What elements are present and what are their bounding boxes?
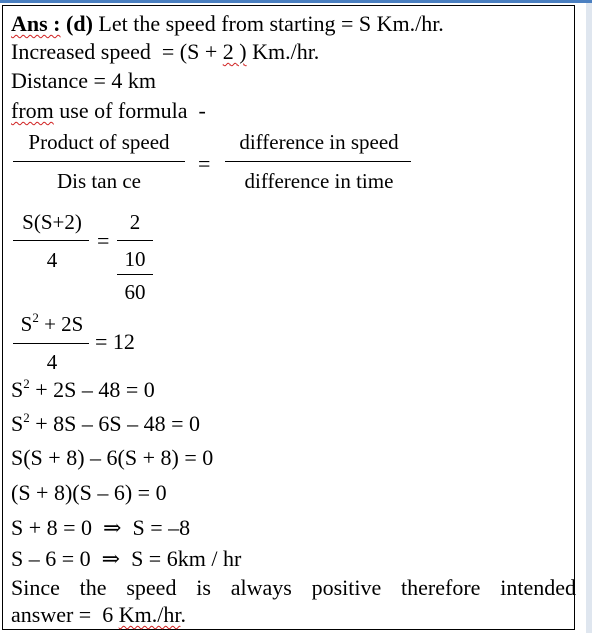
- increased-speed-unit: Km./hr.: [246, 39, 320, 64]
- step2-numerator: $S^2 + 2S$: [20, 310, 84, 336]
- step1-rhs-fraction: [115, 210, 155, 306]
- final-answer-unit: Km./hr: [118, 602, 181, 627]
- formula-lhs-fraction: [9, 130, 189, 200]
- formula-lhs-numerator: Product of speed: [28, 130, 170, 154]
- fraction-bar: [225, 161, 411, 162]
- step2-lhs-fraction: [9, 312, 95, 376]
- fraction-bar: [13, 240, 89, 241]
- step1-rhs-inner-numerator: 10: [124, 247, 146, 271]
- final-answer-line: answer = 6 Km./hr.: [11, 602, 186, 627]
- answer-text-box: [2, 5, 575, 630]
- answer-prefix: Ans :: [11, 11, 61, 36]
- step1-equals: =: [97, 228, 110, 253]
- answer-option: (d): [66, 11, 93, 36]
- step1-denominator: 4: [46, 248, 58, 272]
- step5-equation: S(S + 8) – 6(S + 8) = 0: [11, 445, 214, 470]
- formula-lhs-denominator: Dis tan ce: [57, 169, 141, 193]
- fraction-bar: [13, 343, 89, 344]
- increased-speed-line: [11, 40, 319, 64]
- step1-numerator: S(S+2): [22, 210, 82, 234]
- formula-intro-text: use of formula -: [53, 98, 206, 123]
- step1-rhs-inner-denominator: 60: [124, 280, 146, 304]
- conclusion-line: Since the speed is always positive therefore intended: [11, 575, 576, 600]
- answer-statement: Let the speed from starting = S Km./hr.: [92, 11, 444, 36]
- distance-line: Distance = 4 km: [11, 68, 156, 93]
- step6-equation: (S + 8)(S – 6) = 0: [11, 480, 167, 505]
- window-top-accent: [0, 0, 592, 3]
- fraction-bar: [117, 240, 153, 241]
- formula-rhs-numerator: difference in speed: [239, 130, 399, 154]
- step2-rhs: = 12: [95, 329, 135, 354]
- step1-rhs-numerator: 2: [129, 210, 141, 234]
- step7-equation: S + 8 = 0 ⇒ S = –8: [11, 515, 191, 540]
- step8-equation: S – 6 = 0 ⇒ S = 6km / hr: [11, 546, 242, 571]
- step2-denominator: 4: [46, 350, 58, 374]
- formula-intro-from: from: [11, 98, 54, 123]
- answer-line: [11, 12, 444, 36]
- final-answer-text: answer = 6: [11, 602, 119, 627]
- window-right-edge: [586, 3, 592, 633]
- increased-speed-value: 2 ): [222, 39, 247, 64]
- step4-equation: $S^2 + 8S - 6S - 48 = 0$: [11, 410, 201, 436]
- fraction-bar: [13, 161, 185, 162]
- step1-lhs-fraction: [9, 210, 95, 274]
- formula-rhs-denominator: difference in time: [244, 169, 394, 193]
- increased-speed-text: Increased speed = (S +: [11, 39, 223, 64]
- fraction-bar: [117, 274, 153, 275]
- formula-intro-line: [11, 99, 206, 123]
- step3-equation: $S^2 + 2S - 48 = 0$: [11, 376, 155, 402]
- formula-rhs-fraction: [221, 130, 417, 200]
- formula-equals: =: [198, 151, 211, 176]
